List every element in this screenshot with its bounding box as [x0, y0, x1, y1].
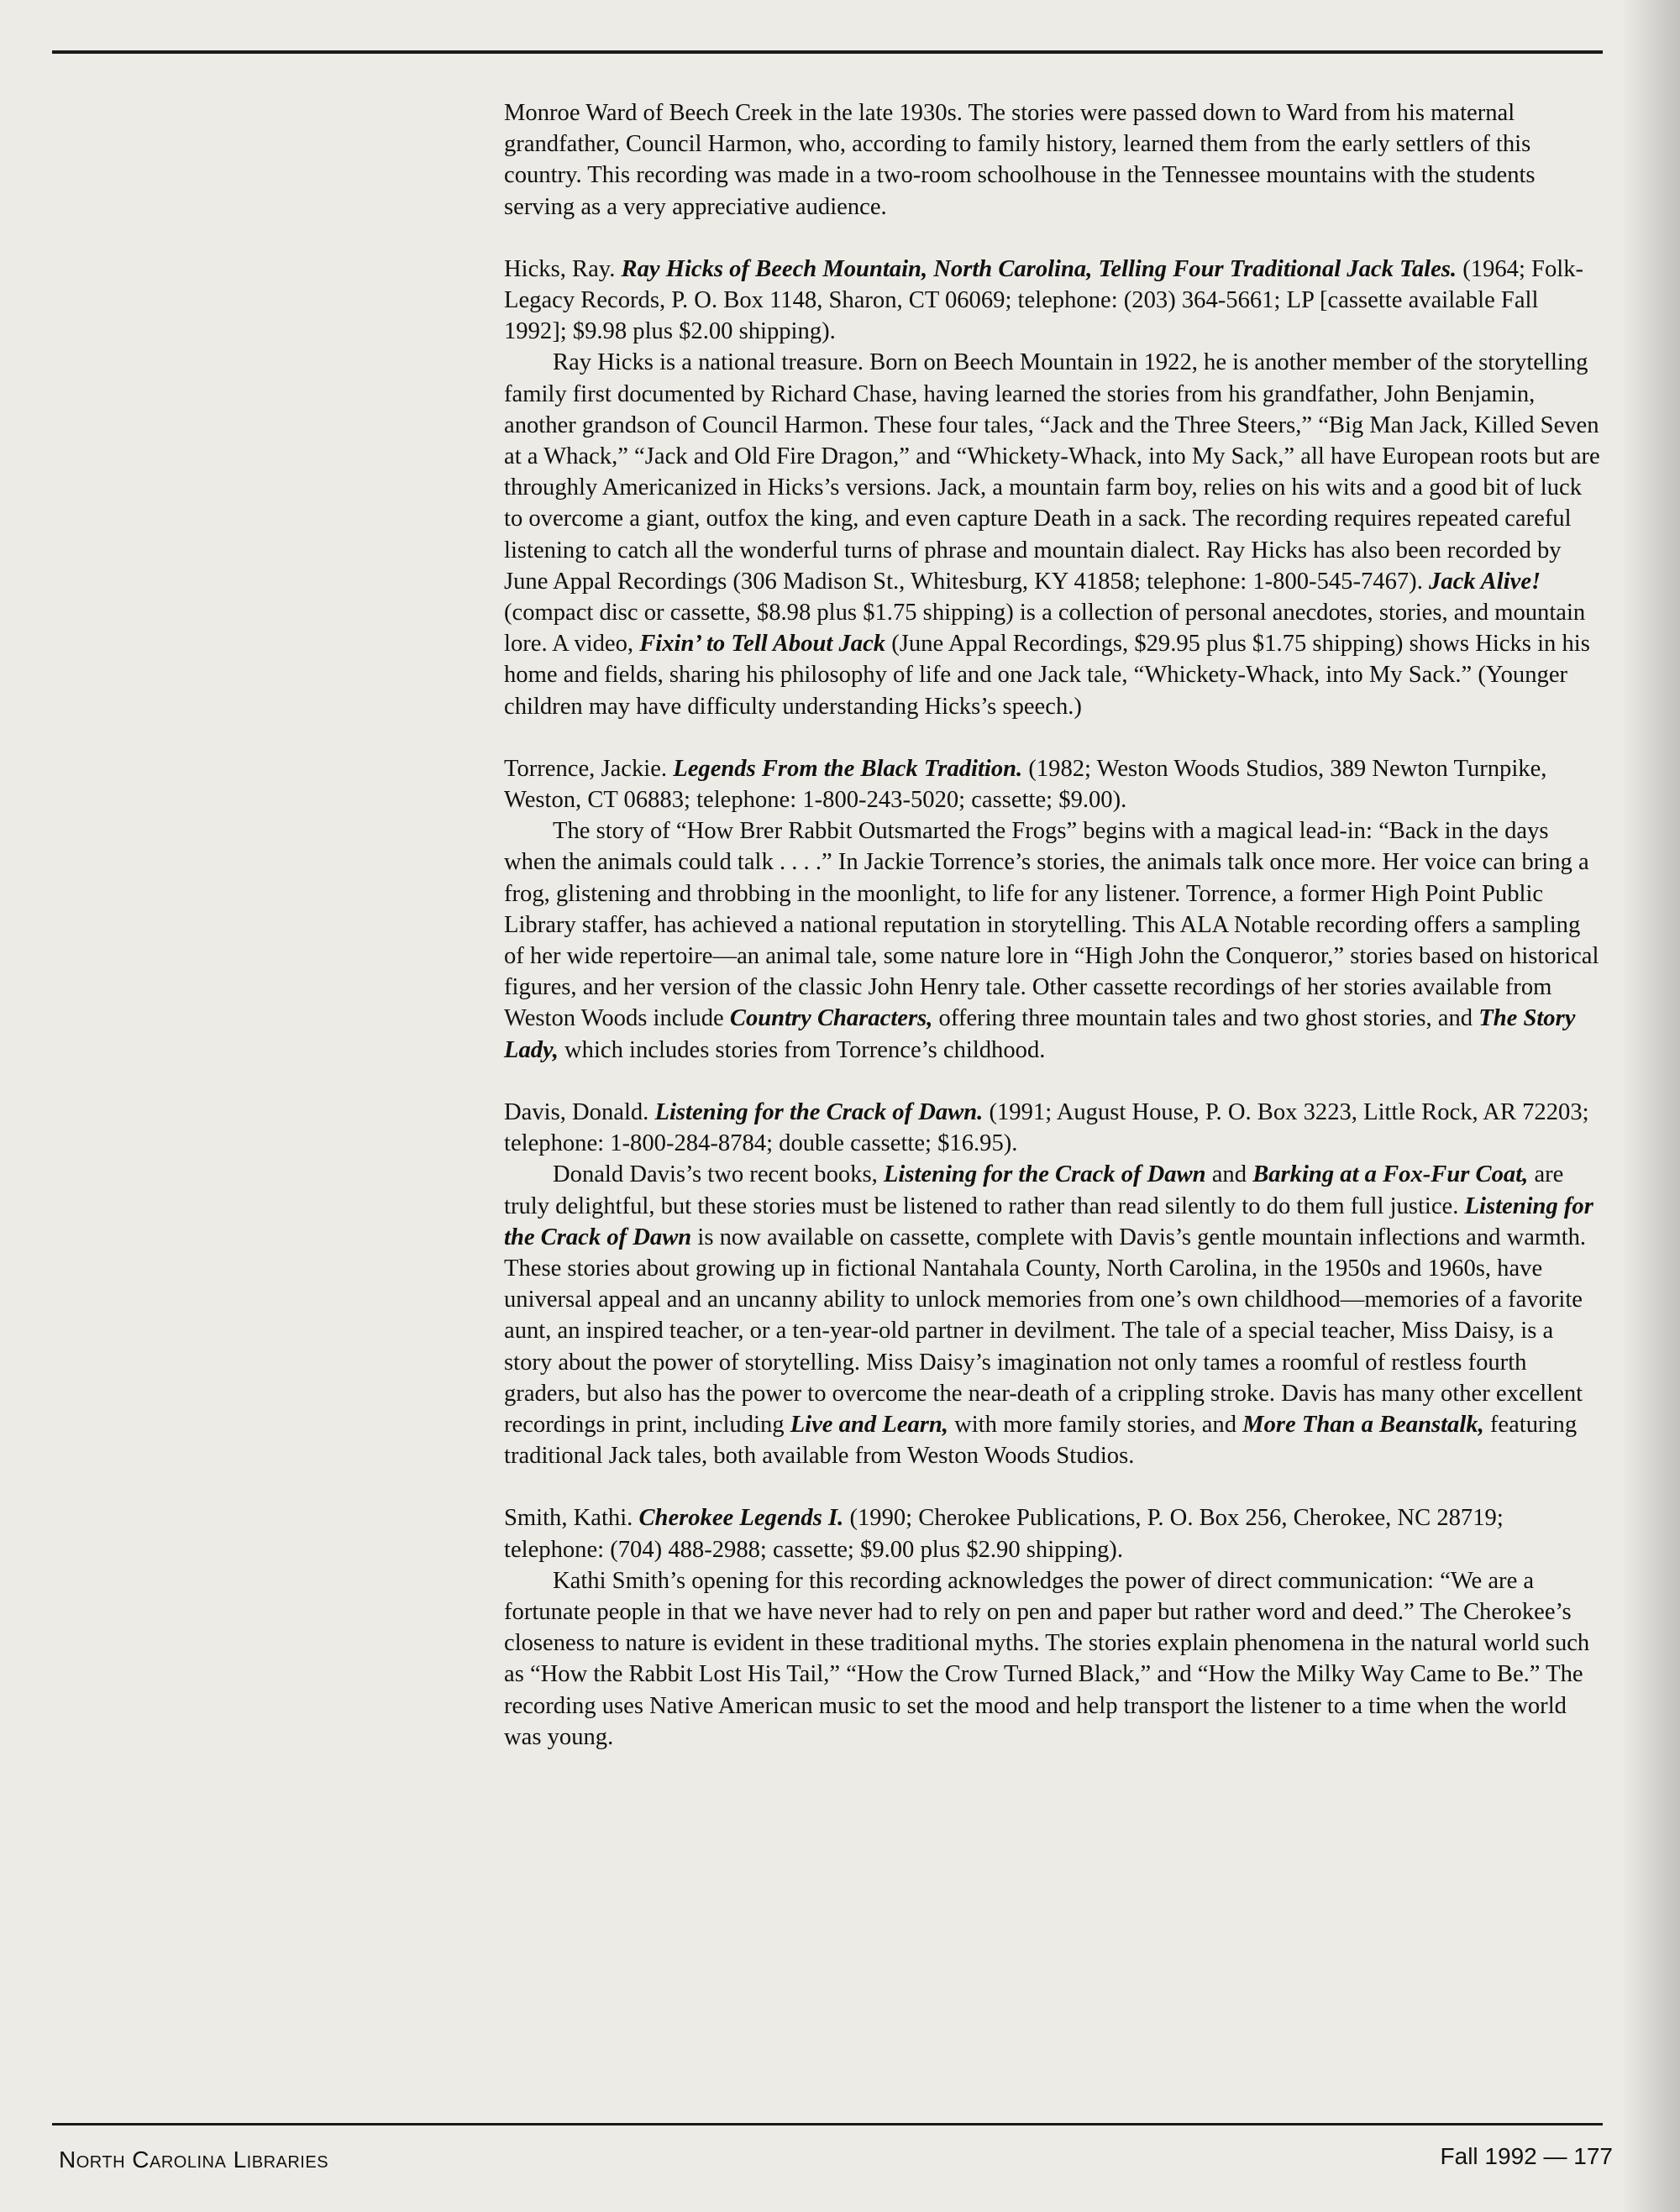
smith-info: (1990; Cherokee Publications, P. O. Box 256, Cherokee, NC 28719; telephone: (704) 488-2988; cassette; $9.00 plus $2.90 shipping).: [504, 1505, 1504, 1563]
hicks-title-2: Jack Alive!: [1429, 568, 1541, 595]
davis-title-4: Listening for the Crack of Dawn: [504, 1192, 1593, 1250]
hicks-review-text: Ray Hicks is a national treasure. Born on Beech Mountain in 1922, he is another member of the storytelling family first documented by Richard Chase, having learned the stories from his grandfather, John Benjamin, another grandson of Council Harmon. These four tales, “Jack and the Three Steers,” “Big Man Jack, Killed Seven at a Whack,” “Jack and Old Fire Dragon,” and “Whickety-Whack, into My Sack,” all have European roots but are throughly Americanized in Hicks’s versions. Jack, a mountain farm boy, relies on his wits and a good bit of luck to overcome a giant, outfox the king, and even capture Death in a sack. The recording requires repeated careful listening to catch all the wonderful turns of phrase and mountain dialect. Ray Hicks has also been recorded by June Appal Recordings (306 Madison St., Whitesburg, KY 41858; telephone: 1-800-545-7467).: [504, 349, 1600, 595]
hicks-citation: [504, 254, 1606, 348]
smith-author: Smith, Kathi.: [504, 1505, 633, 1532]
davis-author: Davis, Donald.: [504, 1098, 649, 1125]
journal-name: North Carolina Libraries: [59, 2146, 329, 2173]
top-rule: [52, 50, 1603, 54]
smith-review: Kathi Smith’s opening for this recording acknowledges the power of direct communication: “We are a fortunate people in that we have never had to rely on pen and paper but rather word and deed.” The Cherokee’s closeness to nature is evident in these traditional myths. The stories explain phenomena in the natural world such as “How the Rabbit Lost His Tail,” “How the Crow Turned Black,” and “How the Milky Way Came to Be.” The recording uses Native American music to set the mood and help transport the listener to a time when the world was young.: [504, 1567, 1590, 1750]
davis-review-text-3: is now available on cassette, complete with Davis’s gentle mountain inflections and warmth. These stories about growing up in fictional Nantahala County, North Carolina, in the 1950s and 1960s, have universal appeal and an uncanny ability to unlock memories from one’s own childhood—memories of a favorite aunt, an inspired teacher, or a ten-year-old partner in devilment. The tale of a special teacher, Miss Daisy, is a story about the power of storytelling. Miss Daisy’s imagination not only tames a roomful of restless fourth graders, but also has the power to overcome the near-death of a crippling stroke. Davis has many other excellent recordings in print, including: [504, 1224, 1587, 1438]
issue-page-number: Fall 1992 — 177: [1440, 2143, 1613, 2169]
intro-paragraph: Monroe Ward of Beech Creek in the late 1930s. The stories were passed down to Ward from his maternal grandfather, Council Harmon, who, according to family history, learned them from the early settlers of this country. This recording was made in a two-room schoolhouse in the Tennessee mountains with the students serving as a very appreciative audience.: [504, 100, 1536, 220]
torrence-title-2: Country Characters,: [729, 1005, 933, 1032]
torrence-review-text-3: which includes stories from Torrence’s childhood.: [564, 1036, 1046, 1063]
davis-title-5: Live and Learn,: [790, 1411, 948, 1438]
davis-title-2: Listening for the Crack of Dawn: [883, 1161, 1206, 1188]
davis-title: Listening for the Crack of Dawn.: [654, 1098, 984, 1125]
davis-review-text-4: with more family stories, and: [954, 1411, 1237, 1438]
hicks-review-text-2: (compact disc or cassette, $8.98 plus $1.75 shipping) is a collection of personal anecdotes, stories, and mountain lore. A video,: [504, 600, 1586, 658]
torrence-info: (1982; Weston Woods Studios, 389 Newton Turnpike, Weston, CT 06883; telephone: 1-800-243-5020; cassette; $9.00).: [504, 755, 1547, 814]
hicks-title: Ray Hicks of Beech Mountain, North Carolina, Telling Four Traditional Jack Tales.: [621, 255, 1457, 282]
davis-review: [504, 1159, 1606, 1471]
davis-review-text-2: are truly delightful, but these stories must be listened to rather than read silently to do them full justice.: [504, 1161, 1564, 1219]
hicks-review-text-3: (June Appal Recordings, $29.95 plus $1.75 shipping) shows Hicks in his home and fields, sharing his philosophy of life and one Jack tale, “Whickety-Whack, into My Sack.” (Younger children may have difficulty understanding Hicks’s speech.): [504, 631, 1590, 720]
hicks-author: Hicks, Ray.: [504, 255, 616, 282]
torrence-review: [504, 815, 1606, 1066]
smith-title: Cherokee Legends I.: [638, 1505, 844, 1532]
torrence-title: Legends From the Black Tradition.: [673, 755, 1023, 782]
davis-citation: [504, 1097, 1606, 1159]
davis-review-text-5: featuring traditional Jack tales, both available from Weston Woods Studios.: [504, 1411, 1578, 1470]
hicks-title-3: Fixin’ to Tell About Jack: [639, 631, 886, 658]
bottom-rule: [52, 2123, 1603, 2126]
davis-info: (1991; August House, P. O. Box 3223, Little Rock, AR 72203; telephone: 1-800-284-8784; double cassette; $16.95).: [504, 1098, 1589, 1157]
davis-review-text: Donald Davis’s two recent books,: [553, 1161, 878, 1188]
torrence-title-3: The Story Lady,: [504, 1005, 1576, 1063]
page-edge-shadow: [1621, 0, 1680, 2212]
hicks-info: (1964; Folk-Legacy Records, P. O. Box 1148, Sharon, CT 06069; telephone: (203) 364-5661; LP [cassette available Fall 1992]; $9.98 plus $2.00 shipping).: [504, 255, 1584, 345]
article-body: [504, 97, 1606, 1753]
torrence-review-text: The story of “How Brer Rabbit Outsmarted the Frogs” begins with a magical lead-in: “Back in the days when the animals could talk . . . .” In Jackie Torrence’s stories, the animals talk once more. Her voice can bring a frog, glistening and throbbing in the moonlight, to life for any listener. Torrence, a former High Point Public Library staffer, has achieved a national reputation in storytelling. This ALA Notable recording offers a sampling of her wide repertoire—an animal tale, some nature lore in “High John the Conqueror,” stories based on historical figures, and her version of the classic John Henry tale. Other cassette recordings of her stories available from Weston Woods include: [504, 818, 1599, 1032]
davis-title-3: Barking at a Fox-Fur Coat,: [1252, 1161, 1529, 1188]
torrence-citation: [504, 753, 1606, 815]
torrence-author: Torrence, Jackie.: [504, 755, 668, 782]
smith-citation: [504, 1502, 1606, 1565]
davis-title-6: More Than a Beanstalk,: [1242, 1411, 1484, 1438]
torrence-review-text-2: offering three mountain tales and two ghost stories, and: [938, 1005, 1473, 1032]
hicks-review: [504, 347, 1606, 721]
davis-review-and: and: [1211, 1161, 1247, 1188]
